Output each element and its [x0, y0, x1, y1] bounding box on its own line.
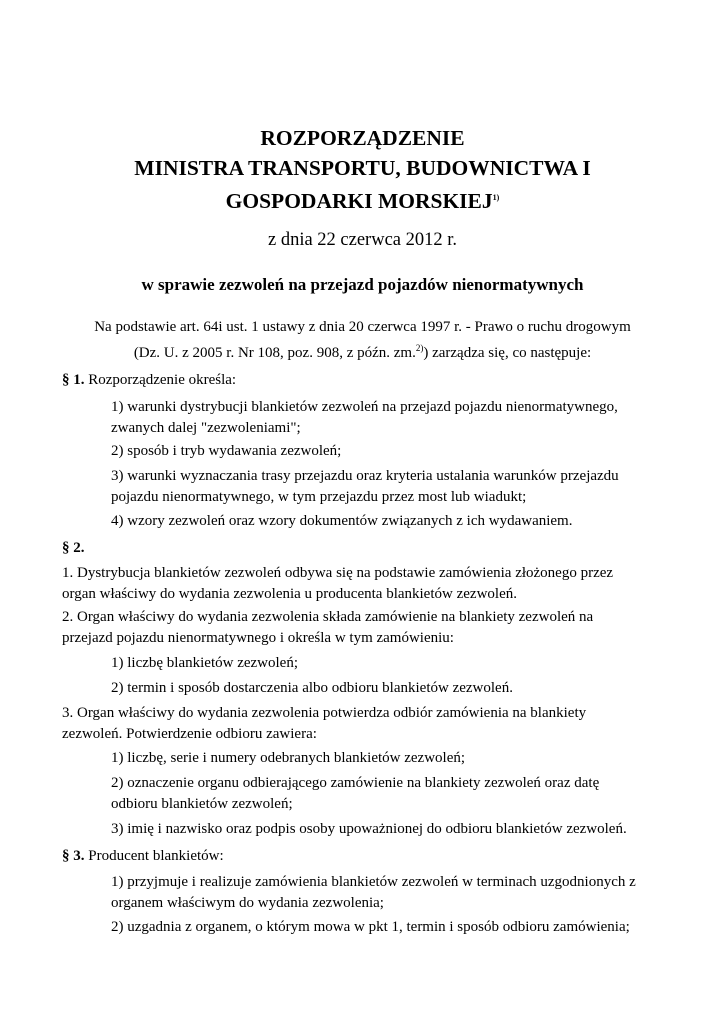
- title-line-3: [0, 184, 725, 215]
- legal-basis: [80, 317, 645, 364]
- par3-item-1-line-2: organem właściwym do wydania zezwolenia;: [111, 895, 384, 911]
- par2-ust-2-item-2: 2) termin i sposób dostarczenia albo odbioru blankietów zezwoleń.: [111, 680, 513, 696]
- par2-ust-3-line-1: 3. Organ właściwy do wydania zezwolenia potwierdza odbiór zamówienia na blankiety: [62, 705, 587, 721]
- par2-ust-1-line-1: 1. Dystrybucja blankietów zezwoleń odbywa się na podstawie zamówienia złożonego przez: [62, 565, 614, 581]
- par1-mark: § 1.: [62, 372, 85, 388]
- par1-item-3-line-2: pojazdu nienormatywnego, w tym przejazdu przez most lub wiadukt;: [111, 489, 527, 505]
- par2-ust-3-item-1: 1) liczbę, serie i numery odebranych blankietów zezwoleń;: [111, 750, 466, 766]
- par3-item-2: 2) uzgadnia z organem, o którym mowa w pkt 1, termin i sposób odbioru zamówienia;: [111, 919, 630, 935]
- title-line-3-text: GOSPODARKI MORSKIEJ: [225, 189, 493, 214]
- title-line-1: ROZPORZĄDZENIE: [260, 126, 465, 150]
- par1-item-3: [111, 466, 671, 508]
- par2-ust-3-item-2-line-1: 2) oznaczenie organu odbierającego zamówienie na blankiety zezwoleń oraz datę: [111, 775, 600, 791]
- par2-ust-2-item-1: 1) liczbę blankietów zezwoleń;: [111, 655, 299, 671]
- footnote-ref-2[interactable]: 2): [415, 343, 424, 353]
- par2-ust-2-line-1: 2. Organ właściwy do wydania zezwolenia składa zamówienie na blankiety zezwoleń na: [62, 609, 594, 625]
- par1-item-1: [111, 397, 671, 439]
- legal-basis-line-1: Na podstawie art. 64i ust. 1 ustawy z dnia 20 czerwca 1997 r. - Prawo o ruchu drogowym: [94, 319, 631, 335]
- par2-ust-2: [62, 607, 662, 649]
- par1-item-4: 4) wzory zezwoleń oraz wzory dokumentów związanych z ich wydawaniem.: [111, 513, 573, 529]
- par2-ust-3: [62, 703, 662, 745]
- par3-heading: [62, 846, 662, 867]
- par1-item-1-line-2: zwanych dalej "zezwoleniami";: [111, 420, 301, 436]
- par1-heading: [62, 370, 662, 391]
- par3-intro: Producent blankietów:: [84, 848, 224, 864]
- par2-ust-3-item-2-line-2: odbioru blankietów zezwoleń;: [111, 796, 293, 812]
- title-line-2: MINISTRA TRANSPORTU, BUDOWNICTWA I: [134, 156, 591, 180]
- par2-ust-3-item-3: 3) imię i nazwisko oraz podpis osoby upoważnionej do odbioru blankietów zezwoleń.: [111, 821, 627, 837]
- footnote-ref-1[interactable]: 1): [492, 193, 500, 202]
- legal-basis-line-2a: (Dz. U. z 2005 r. Nr 108, poz. 908, z późn. zm.: [133, 345, 416, 361]
- par2-ust-1: [62, 563, 662, 605]
- par1-item-3-line-1: 3) warunki wyznaczania trasy przejazdu oraz kryteria ustalania warunków przejazdu: [111, 468, 619, 484]
- par2-ust-3-line-2: zezwoleń. Potwierdzenie odbioru zawiera:: [62, 726, 317, 742]
- par2-ust-2-line-2: przejazd pojazdu nienormatywnego i określa w tym zamówieniu:: [62, 630, 454, 646]
- par2-ust-1-line-2: organ właściwy do wydania zezwolenia u producenta blankietów zezwoleń.: [62, 586, 517, 602]
- par2-mark: § 2.: [62, 540, 85, 556]
- par3-item-1: [111, 872, 671, 914]
- legal-basis-line-2b: ) zarządza się, co następuje:: [423, 345, 592, 361]
- par1-intro: Rozporządzenie określa:: [84, 372, 237, 388]
- document-date: z dnia 22 czerwca 2012 r.: [267, 230, 458, 250]
- par2-ust-3-item-2: [111, 773, 671, 815]
- par1-item-2: 2) sposób i tryb wydawania zezwoleń;: [111, 443, 342, 459]
- par3-mark: § 3.: [62, 848, 85, 864]
- document-subject: w sprawie zezwoleń na przejazd pojazdów nienormatywnych: [141, 275, 584, 294]
- par1-item-1-line-1: 1) warunki dystrybucji blankietów zezwoleń na przejazd pojazdu nienormatywnego,: [111, 399, 618, 415]
- par3-item-1-line-1: 1) przyjmuje i realizuje zamówienia blankietów zezwoleń w terminach uzgodnionych z: [111, 874, 636, 890]
